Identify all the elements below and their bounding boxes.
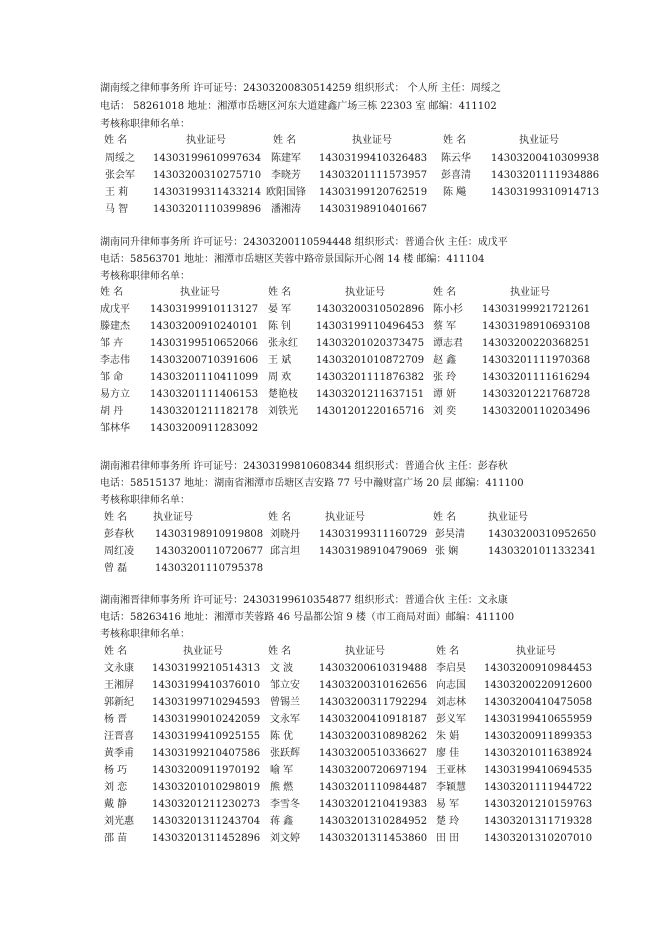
firm-section: [0, 458, 662, 578]
lawyer-name: 楚 玲: [436, 816, 460, 827]
license-number: 14303201010872709: [316, 355, 425, 366]
table-row: [0, 184, 662, 201]
license-number: 14303200910984453: [484, 663, 593, 674]
license-number: 14303200410475058: [484, 697, 593, 708]
license-number: 14303198910479069: [319, 546, 428, 557]
license-number: 14303201221768728: [482, 389, 591, 400]
table-row: [0, 352, 662, 369]
lawyer-name: 陈小杉: [433, 304, 463, 315]
table-row: [0, 830, 662, 847]
license-number: 14303201211230273: [152, 799, 261, 810]
lawyer-name: 熊 燃: [270, 782, 294, 793]
table-row: [0, 150, 662, 167]
table-row: [0, 167, 662, 184]
lawyer-name: 谭志君: [433, 338, 463, 349]
license-number: 14303200310275710: [153, 170, 262, 181]
license-number: 14303201111876382: [316, 372, 425, 383]
table-row: [0, 813, 662, 830]
lawyer-name: 黄季甫: [104, 748, 134, 759]
license-number: 14303201111944722: [484, 782, 593, 793]
column-header-license: 执业证号: [183, 646, 223, 657]
lawyer-name: 李志伟: [100, 355, 130, 366]
table-row: [0, 403, 662, 420]
lawyer-name: 陈 钊: [268, 321, 292, 332]
license-number: 14303201110795378: [155, 563, 264, 574]
lawyer-name: 郭新纪: [104, 697, 134, 708]
lawyer-name: 曾锡兰: [270, 697, 300, 708]
license-number: 14303199510652066: [150, 338, 259, 349]
lawyer-name: 欧阳国锋: [266, 187, 306, 198]
table-row: [0, 560, 662, 577]
license-number: 14303200220368251: [482, 338, 591, 349]
lawyer-name: 戴 静: [104, 799, 128, 810]
license-number: 14303201011638924: [484, 748, 593, 759]
lawyer-name: 廖 佳: [436, 748, 460, 759]
license-number: 14303199410326483: [319, 153, 428, 164]
table-row: [0, 526, 662, 543]
lawyer-name: 刘晓丹: [270, 529, 300, 540]
lawyer-name: 刘志林: [436, 697, 466, 708]
lawyer-name: 邵 苗: [104, 833, 128, 844]
license-number: 14303200310162656: [319, 680, 428, 691]
firm-header: 湖南同升律师事务所 许可证号：24303200110594448 组织形式：普通合伙 主任：成戊平: [100, 237, 508, 248]
table-row: [0, 543, 662, 560]
lawyer-name: 文 波: [270, 663, 294, 674]
column-header-license: 执业证号: [352, 135, 392, 146]
lawyer-name: 张 娴: [435, 546, 459, 557]
lawyer-name: 楚艳枝: [268, 389, 298, 400]
roster-title: 考核称职律师名单：: [100, 119, 190, 130]
license-number: 14303201110984487: [319, 782, 428, 793]
license-number: 14303201011332341: [488, 546, 597, 557]
table-row: [0, 301, 662, 318]
license-number: 14303200311792294: [319, 697, 428, 708]
lawyer-name: 蒋 鑫: [270, 816, 294, 827]
table-header-row: [0, 643, 662, 660]
lawyer-name: 滕建杰: [100, 321, 130, 332]
license-number: 14303201311453860: [319, 833, 428, 844]
lawyer-name: 李颖慧: [436, 782, 466, 793]
lawyer-name: 谭 妍: [433, 389, 457, 400]
table-row: [0, 420, 662, 437]
table-header-row: [0, 132, 662, 149]
license-number: 14303201211182178: [150, 406, 259, 417]
license-number: 14303200710391606: [150, 355, 259, 366]
lawyer-name: 周红凌: [104, 546, 134, 557]
column-header-license: 执业证号: [180, 287, 220, 298]
license-number: 14303199921721261: [482, 304, 591, 315]
license-number: 14303201311719328: [484, 816, 593, 827]
lawyer-name: 邱言坦: [270, 546, 300, 557]
column-header-name: 姓 名: [100, 287, 124, 298]
lawyer-name: 王亚林: [436, 765, 466, 776]
roster-title: 考核称职律师名单：: [100, 495, 190, 506]
license-number: 14303200410309938: [491, 153, 600, 164]
column-header-license: 执业证号: [519, 135, 559, 146]
license-number: 14303200310502896: [316, 304, 425, 315]
table-row: [0, 386, 662, 403]
lawyer-name: 李晓芳: [271, 170, 301, 181]
lawyer-name: 邹 卉: [100, 338, 124, 349]
lawyer-name: 向志国: [436, 680, 466, 691]
lawyer-name: 田 田: [436, 833, 460, 844]
license-number: 14303201210419383: [319, 799, 428, 810]
column-header-name: 姓 名: [104, 135, 128, 146]
license-number: 14303200911899353: [484, 731, 593, 742]
lawyer-name: 文永康: [104, 663, 134, 674]
license-number: 14303199210514313: [152, 663, 261, 674]
license-number: 14303199610997634: [153, 153, 262, 164]
column-header-name: 姓 名: [268, 646, 292, 657]
firm-contact: 电话：58515137 地址：湖南省湘潭市岳塘区吉安路 77 号中瀚财富广场 20 层 邮编：411100: [100, 478, 524, 489]
lawyer-name: 张会军: [105, 170, 135, 181]
lawyer-name: 文永军: [270, 714, 300, 725]
table-row: [0, 779, 662, 796]
column-header-name: 姓 名: [104, 646, 128, 657]
column-header-name: 姓 名: [433, 287, 457, 298]
license-number: 14303201211637151: [316, 389, 425, 400]
column-header-license: 执业证号: [153, 512, 193, 523]
license-number: 14303199910113127: [150, 304, 259, 315]
lawyer-name: 赵 鑫: [433, 355, 457, 366]
table-row: [0, 335, 662, 352]
column-header-name: 姓 名: [268, 512, 292, 523]
lawyer-name: 陈云华: [441, 153, 471, 164]
license-number: 14303199410925155: [152, 731, 261, 742]
lawyer-name: 彭昊清: [435, 529, 465, 540]
license-number: 14303199310914713: [491, 187, 600, 198]
table-row: [0, 694, 662, 711]
column-header-license: 执业证号: [325, 512, 365, 523]
license-number: 14303201111970368: [482, 355, 591, 366]
firm-section: [0, 592, 662, 862]
roster-title: 考核称职律师名单：: [100, 629, 190, 640]
license-number: 14303200911283092: [150, 423, 259, 434]
license-number: 14303199311433214: [153, 187, 262, 198]
license-number: 14303199410655959: [484, 714, 593, 725]
lawyer-name: 杨 巧: [104, 765, 128, 776]
license-number: 14303201311243704: [152, 816, 261, 827]
column-header-name: 姓 名: [104, 512, 128, 523]
column-header-license: 执业证号: [488, 512, 528, 523]
lawyer-name: 邹林华: [100, 423, 130, 434]
license-number: 14303201111573957: [319, 170, 428, 181]
license-number: 14303200110720677: [155, 546, 264, 557]
lawyer-name: 刘文婷: [270, 833, 300, 844]
lawyer-name: 杨 晋: [104, 714, 128, 725]
lawyer-name: 易 军: [436, 799, 460, 810]
license-number: 14303199410694535: [484, 765, 593, 776]
lawyer-name: 王 斌: [268, 355, 292, 366]
license-number: 14303201310207010: [484, 833, 593, 844]
lawyer-name: 曾 磊: [104, 563, 128, 574]
license-number: 14303201311452896: [152, 833, 261, 844]
lawyer-name: 陈 优: [270, 731, 294, 742]
column-header-name: 姓 名: [443, 135, 467, 146]
firm-header: 湖南绥之律师事务所 许可证号：24303200830514259 组织形式： 个人所 主任：周绥之: [100, 83, 501, 94]
table-row: [0, 318, 662, 335]
lawyer-name: 彭喜清: [441, 170, 471, 181]
firm-contact: 电话： 58261018 地址：湘潭市岳塘区河东大道建鑫广场三栋 22303 室 邮编：411102: [100, 101, 497, 112]
lawyer-name: 李雪冬: [270, 799, 300, 810]
license-number: 14303200410918187: [319, 714, 428, 725]
license-number: 14303200220912600: [484, 680, 593, 691]
license-number: 14303200310952650: [488, 529, 597, 540]
roster-title: 考核称职律师名单：: [100, 271, 190, 282]
firm-contact: 电话：58563701 地址：湘潭市岳塘区芙蓉中路帝景国际开心阁 14 楼 邮编：411104: [100, 254, 485, 265]
lawyer-name: 潘湘涛: [271, 204, 301, 215]
table-row: [0, 369, 662, 386]
license-number: 14303201111616294: [482, 372, 591, 383]
license-number: 14301201220165716: [316, 406, 425, 417]
column-header-name: 姓 名: [268, 287, 292, 298]
lawyer-name: 成戊平: [100, 304, 130, 315]
license-number: 14303198910401667: [319, 204, 428, 215]
table-row: [0, 677, 662, 694]
license-number: 14303200610319488: [319, 663, 428, 674]
lawyer-name: 刘 恋: [104, 782, 128, 793]
lawyer-name: 朱 娟: [436, 731, 460, 742]
lawyer-name: 邹 命: [100, 372, 124, 383]
license-number: 14303201010298019: [152, 782, 261, 793]
license-number: 14303201310284952: [319, 816, 428, 827]
license-number: 14303201111406153: [150, 389, 259, 400]
column-header-name: 姓 名: [433, 512, 457, 523]
table-row: [0, 711, 662, 728]
license-number: 14303198910919808: [155, 529, 264, 540]
lawyer-name: 刘铁光: [268, 406, 298, 417]
license-number: 14303200910240101: [150, 321, 259, 332]
lawyer-name: 刘光惠: [104, 816, 134, 827]
column-header-license: 执业证号: [345, 646, 385, 657]
license-number: 14303199311160729: [319, 529, 428, 540]
license-number: 14303201111934886: [491, 170, 600, 181]
table-row: [0, 762, 662, 779]
table-row: [0, 745, 662, 762]
license-number: 14303199010242059: [152, 714, 261, 725]
lawyer-name: 彭义军: [436, 714, 466, 725]
lawyer-name: 周绥之: [105, 153, 135, 164]
lawyer-name: 王湘屏: [104, 680, 134, 691]
lawyer-name: 陈 飚: [443, 187, 467, 198]
table-row: [0, 796, 662, 813]
license-number: 14303201110411099: [150, 372, 259, 383]
license-number: 14303200310898262: [319, 731, 428, 742]
lawyer-name: 汪晋喜: [104, 731, 134, 742]
license-number: 14303199120762519: [319, 187, 428, 198]
column-header-name: 姓 名: [273, 135, 297, 146]
license-number: 14303199710294593: [152, 697, 261, 708]
firm-contact: 电话：58263416 地址：湘潭市芙蓉路 46 号晶都公馆 9 楼（市工商局对面）邮编：411100: [100, 612, 515, 623]
license-number: 14303200510336627: [319, 748, 428, 759]
lawyer-name: 晏 军: [268, 304, 292, 315]
column-header-name: 姓 名: [436, 646, 460, 657]
column-header-license: 执业证号: [516, 646, 556, 657]
lawyer-name: 喻 军: [270, 765, 294, 776]
lawyer-name: 蔡 军: [433, 321, 457, 332]
lawyer-name: 马 智: [105, 204, 129, 215]
column-header-license: 执业证号: [345, 287, 385, 298]
table-row: [0, 201, 662, 218]
license-number: 14303200720697194: [319, 765, 428, 776]
column-header-license: 执业证号: [186, 135, 226, 146]
lawyer-name: 张跃辉: [270, 748, 300, 759]
firm-section: [0, 80, 662, 220]
lawyer-name: 周 欢: [268, 372, 292, 383]
lawyer-name: 陈建军: [271, 153, 301, 164]
firm-header: 湖南湘晋律师事务所 许可证号：24303199610354877 组织形式：普通合伙 主任：文永康: [100, 595, 508, 606]
lawyer-name: 彭春秋: [104, 529, 134, 540]
license-number: 14303199410376010: [152, 680, 261, 691]
lawyer-name: 王 莉: [105, 187, 129, 198]
lawyer-name: 张 玲: [433, 372, 457, 383]
license-number: 14303200110203496: [482, 406, 591, 417]
column-header-license: 执业证号: [510, 287, 550, 298]
firm-header: 湖南湘君律师事务所 许可证号：24303199810608344 组织形式：普通合伙 主任：彭春秋: [100, 461, 508, 472]
license-number: 14303201210159763: [484, 799, 593, 810]
lawyer-name: 刘 奕: [433, 406, 457, 417]
license-number: 14303198910693108: [482, 321, 591, 332]
lawyer-name: 胡 丹: [100, 406, 124, 417]
lawyer-name: 李启昊: [436, 663, 466, 674]
license-number: 14303201110399896: [153, 204, 262, 215]
table-header-row: [0, 509, 662, 526]
table-row: [0, 728, 662, 745]
lawyer-name: 邹立安: [270, 680, 300, 691]
firm-section: [0, 234, 662, 444]
table-row: [0, 660, 662, 677]
lawyer-name: 易方立: [100, 389, 130, 400]
license-number: 14303199210407586: [152, 748, 261, 759]
lawyer-name: 张永红: [268, 338, 298, 349]
table-header-row: [0, 284, 662, 301]
license-number: 14303201020373475: [316, 338, 425, 349]
license-number: 14303200911970192: [152, 765, 261, 776]
license-number: 14303199110496453: [316, 321, 425, 332]
